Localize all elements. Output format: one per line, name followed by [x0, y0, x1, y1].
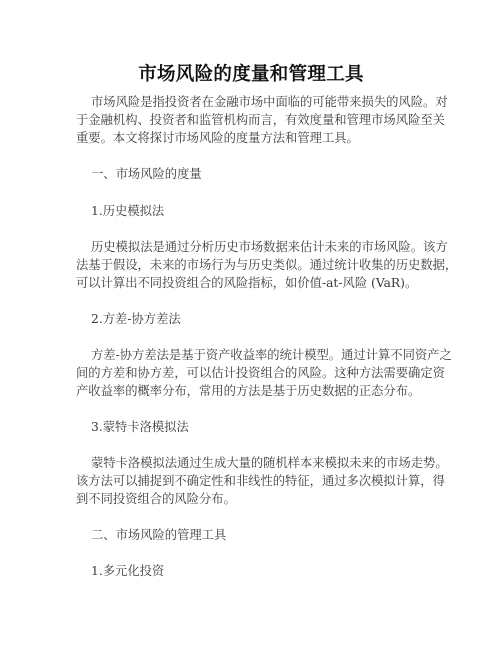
- variance-line-1: 方差-协方差法是基于资产收益率的统计模型。通过计算不同资产之: [91, 348, 452, 362]
- subheading-variance-covariance: 2.方差-协方差法: [91, 312, 181, 326]
- subheading-diversification: 1.多元化投资: [91, 564, 165, 578]
- subheading-historical-simulation: 1.历史模拟法: [91, 204, 165, 218]
- monte-carlo-line-1: 蒙特卡洛模拟法通过生成大量的随机样本来模拟未来的市场走势。: [91, 456, 448, 470]
- monte-carlo-line-2: 该方法可以捕捉到不确定性和非线性的特征，通过多次模拟计算，得: [76, 474, 445, 488]
- variance-line-3: 产收益率的概率分布，常用的方法是基于历史数据的正态分布。: [76, 384, 421, 398]
- document-title: 市场风险的度量和管理工具: [138, 64, 364, 85]
- monte-carlo-line-3: 到不同投资组合的风险分布。: [76, 492, 236, 506]
- intro-line-2: 于金融机构、投资者和监管机构而言，有效度量和管理市场风险至关: [76, 113, 445, 127]
- historical-line-3: 可以计算出不同投资组合的风险指标，如价值-at-风险 (VaR)。: [76, 276, 418, 290]
- section-heading-measurement: 一、市场风险的度量: [91, 167, 202, 181]
- subheading-monte-carlo: 3.蒙特卡洛模拟法: [91, 420, 189, 434]
- historical-line-1: 历史模拟法是通过分析历史市场数据来估计未来的市场风险。该方: [91, 240, 448, 254]
- historical-line-2: 法基于假设，未来的市场行为与历史类似。通过统计收集的历史数据，: [76, 258, 458, 272]
- intro-line-3: 重要。本文将探讨市场风险的度量方法和管理工具。: [76, 131, 359, 145]
- variance-line-2: 间的方差和协方差，可以估计投资组合的风险。这种方法需要确定资: [76, 366, 445, 380]
- section-heading-management: 二、市场风险的管理工具: [91, 528, 227, 542]
- intro-line-1: 市场风险是指投资者在金融市场中面临的可能带来损失的风险。对: [91, 95, 448, 109]
